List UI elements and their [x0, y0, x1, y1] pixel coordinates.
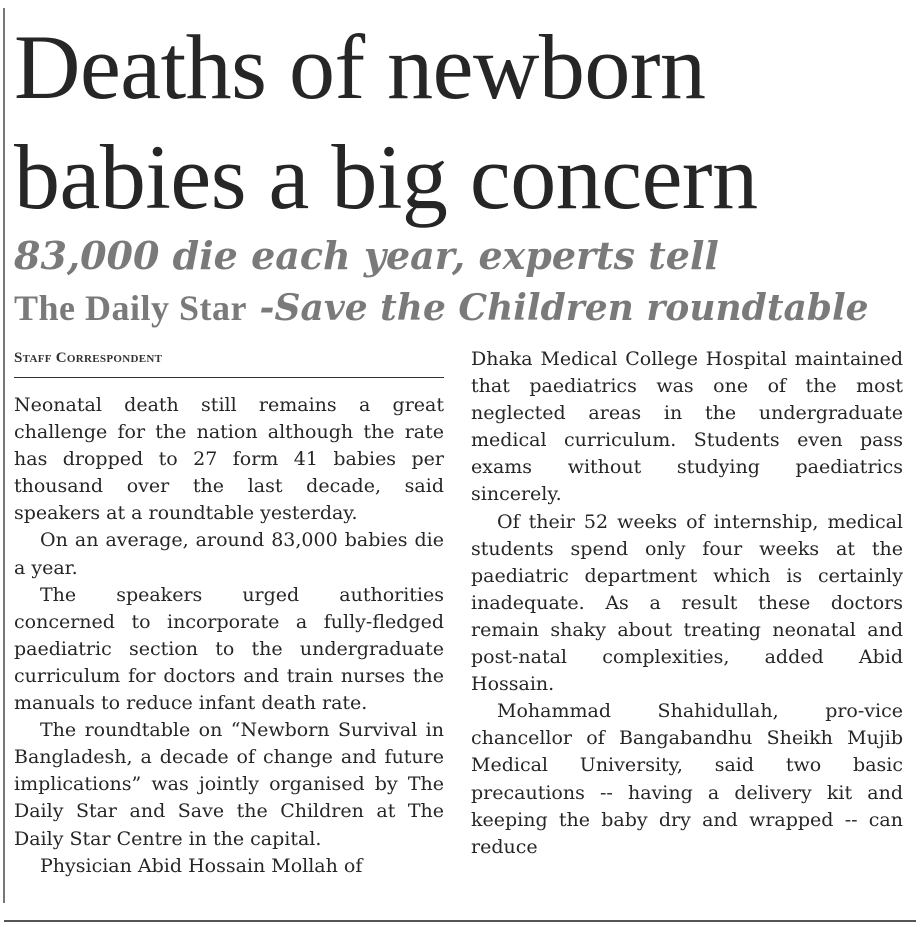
paragraph: The roundtable on “Newborn Survival in Bangladesh, a decade of change and future implications” was jointly organised by The Daily Star and Save the Children at The Daily Star Centre in the capital. [14, 719, 444, 850]
column-rule-left [3, 8, 5, 903]
headline [14, 12, 914, 232]
headline-line-2: babies a big concern [14, 126, 758, 228]
paragraph: On an average, around 83,000 babies die a year. [14, 529, 444, 579]
paragraph: Neonatal death still remains a great challenge for the nation although the rate has dropped to 27 form 41 babies per thousand over the last decade, said speakers at a roundtable yesterday. [14, 394, 444, 525]
subheadline: 83,000 die each year, experts tell [14, 233, 719, 278]
headline-line-1: Deaths of newborn [14, 16, 706, 118]
paragraph: Of their 52 weeks of internship, medical students spend only four weeks at the paediatric department which is certainly inadequate. As a result these doctors remain shaky about treating neonatal and post-natal complexities, added Abid Hossain. [471, 510, 903, 696]
paragraph: Dhaka Medical College Hospital maintained that paediatrics was one of the most neglected areas in the undergraduate medical curriculum. Students even pass exams without studying paediatrics sincerely. [471, 348, 903, 506]
kicker [14, 283, 869, 332]
byline: Staff Correspondent [14, 350, 444, 378]
paragraph: The speakers urged authorities concerned to incorporate a fully-fledged paediatric section to the undergraduate curriculum for doctors and train nurses the manuals to reduce infant death rate. [14, 583, 444, 715]
kicker-text: -Save the Children roundtable [247, 287, 869, 329]
bottom-rule [4, 920, 916, 922]
article-column-left [14, 392, 444, 880]
article-column-right [471, 346, 903, 861]
paragraph: Physician Abid Hossain Mollah of [40, 854, 363, 877]
paragraph: Mohammad Shahidullah, pro-vice chancellor of Bangabandhu Sheikh Mujib Medical University, said two basic precautions -- having a delivery kit and keeping the baby dry and wrapped -- can reduce [471, 700, 903, 858]
daily-star-logo: The Daily Star [14, 288, 248, 328]
